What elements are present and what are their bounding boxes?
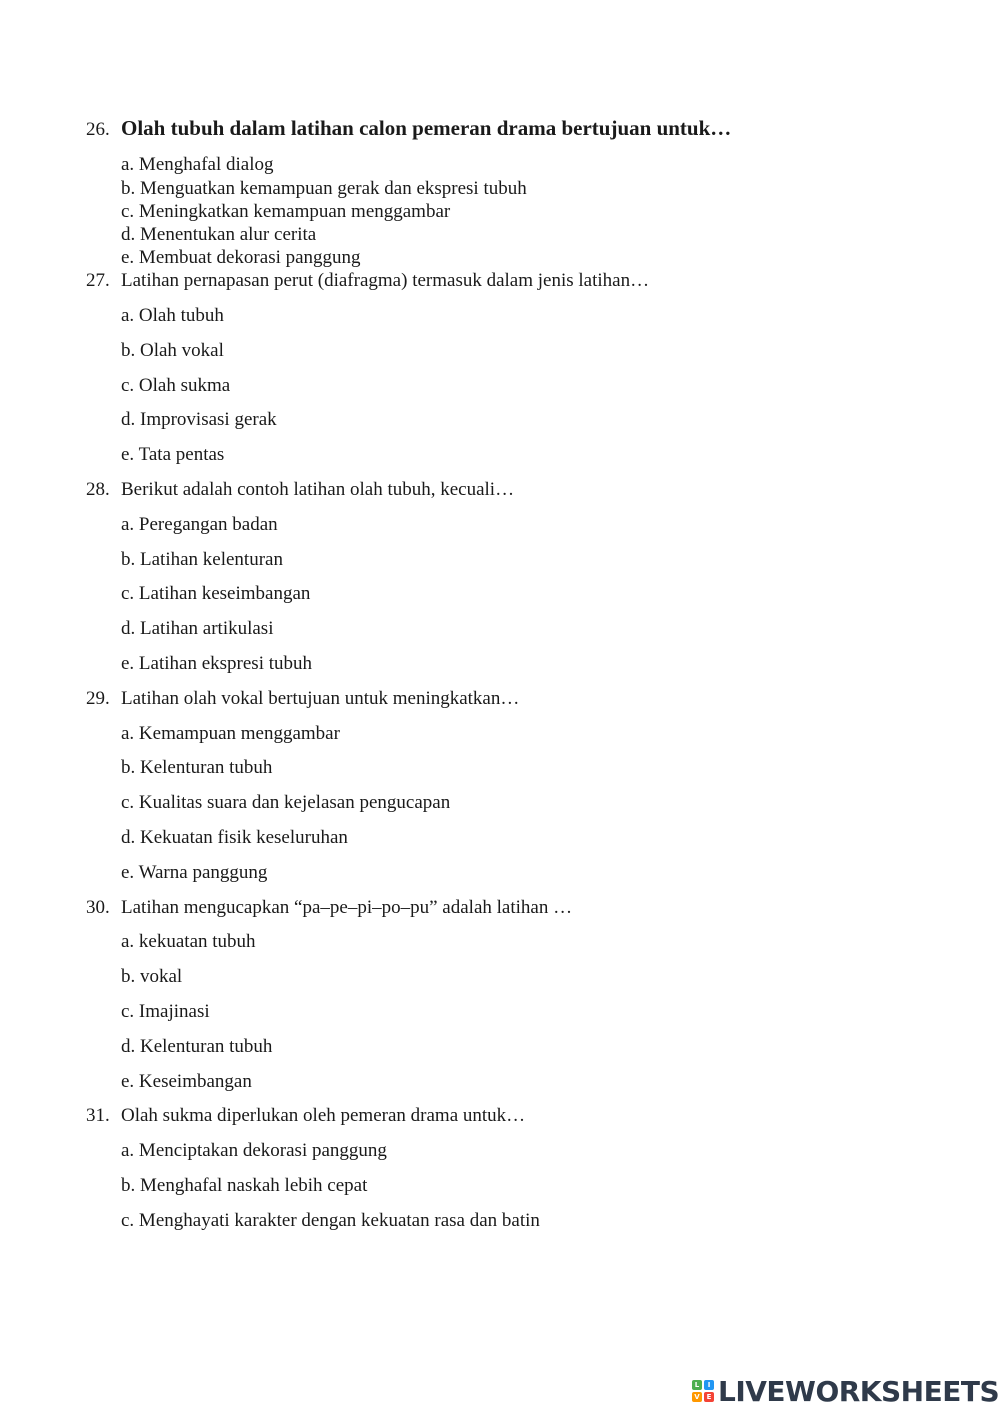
option-31b: b. Menghafal naskah lebih cepat (121, 1175, 368, 1196)
question-stem: Berikut adalah contoh latihan olah tubuh, kecuali… (121, 479, 515, 500)
question-31 (86, 1105, 525, 1127)
option-29c: c. Kualitas suara dan kejelasan pengucapan (121, 792, 451, 813)
question-27 (86, 270, 649, 292)
option-26e: e. Membuat dekorasi panggung (121, 247, 361, 268)
logo-square-v: V (692, 1392, 702, 1402)
option-27e: e. Tata pentas (121, 444, 225, 465)
question-number: 29. (86, 688, 110, 709)
option-27b: b. Olah vokal (121, 340, 224, 361)
question-stem: Latihan pernapasan perut (diafragma) termasuk dalam jenis latihan… (121, 270, 650, 291)
logo-square-i: I (704, 1380, 714, 1390)
option-26c: c. Meningkatkan kemampuan menggambar (121, 201, 451, 222)
question-number: 27. (86, 270, 110, 291)
logo-text: LIVEWORKSHEETS (718, 1374, 1000, 1408)
question-number: 28. (86, 479, 110, 500)
question-number: 31. (86, 1105, 110, 1126)
logo-squares-icon (692, 1380, 714, 1402)
question-26 (86, 117, 731, 141)
option-28a: a. Peregangan badan (121, 514, 278, 535)
option-30a: a. kekuatan tubuh (121, 931, 256, 952)
question-stem: Olah tubuh dalam latihan calon pemeran drama bertujuan untuk… (121, 116, 732, 140)
option-28c: c. Latihan keseimbangan (121, 583, 311, 604)
question-30 (86, 897, 572, 919)
liveworksheets-logo (692, 1374, 999, 1408)
option-26d: d. Menentukan alur cerita (121, 224, 317, 245)
option-28b: b. Latihan kelenturan (121, 549, 283, 570)
question-29 (86, 688, 519, 710)
question-stem: Latihan olah vokal bertujuan untuk meningkatkan… (121, 688, 520, 709)
option-27d: d. Improvisasi gerak (121, 409, 277, 430)
question-number: 30. (86, 897, 110, 918)
option-30c: c. Imajinasi (121, 1001, 210, 1022)
option-29e: e. Warna panggung (121, 862, 268, 883)
option-30d: d. Kelenturan tubuh (121, 1036, 273, 1057)
question-28 (86, 479, 514, 501)
logo-square-e: E (704, 1392, 714, 1402)
option-30b: b. vokal (121, 966, 183, 987)
option-28d: d. Latihan artikulasi (121, 618, 274, 639)
option-27a: a. Olah tubuh (121, 305, 224, 326)
option-28e: e. Latihan ekspresi tubuh (121, 653, 313, 674)
option-29b: b. Kelenturan tubuh (121, 757, 273, 778)
option-26a: a. Menghafal dialog (121, 154, 274, 175)
option-31a: a. Menciptakan dekorasi panggung (121, 1140, 387, 1161)
option-26b: b. Menguatkan kemampuan gerak dan ekspresi tubuh (121, 178, 527, 199)
option-29a: a. Kemampuan menggambar (121, 723, 340, 744)
question-stem: Olah sukma diperlukan oleh pemeran drama untuk… (121, 1105, 526, 1126)
question-number: 26. (86, 119, 110, 140)
option-27c: c. Olah sukma (121, 375, 231, 396)
logo-square-l: L (692, 1380, 702, 1390)
option-30e: e. Keseimbangan (121, 1071, 252, 1092)
question-stem: Latihan mengucapkan “pa–pe–pi–po–pu” adalah latihan … (121, 897, 573, 918)
option-31c: c. Menghayati karakter dengan kekuatan rasa dan batin (121, 1210, 540, 1231)
option-29d: d. Kekuatan fisik keseluruhan (121, 827, 348, 848)
